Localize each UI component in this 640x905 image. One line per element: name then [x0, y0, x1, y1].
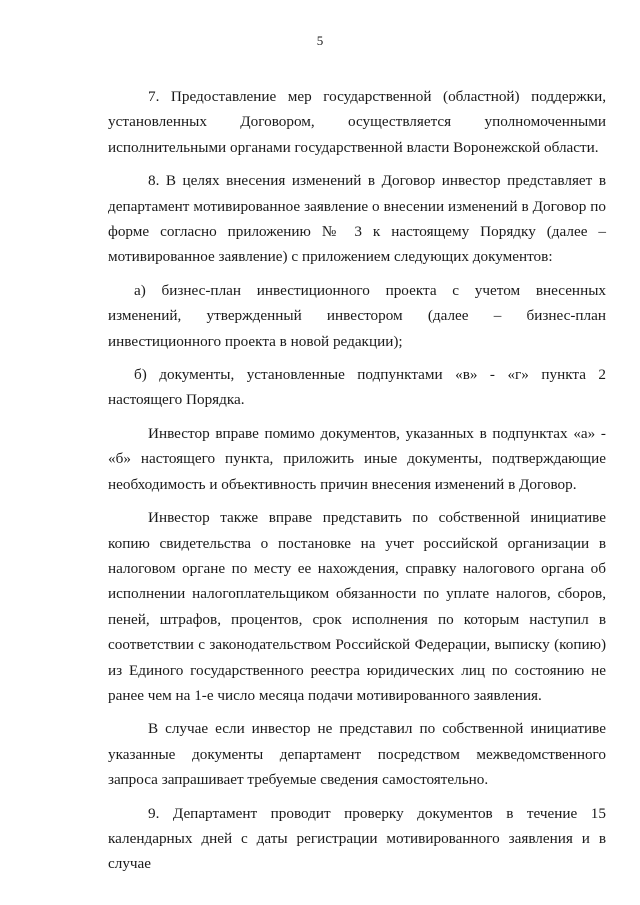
- paragraph-8-interdepartmental-request: В случае если инвестор не представил по собственной инициативе указанные документы департамент посредством межведомственного запроса запрашивает требуемые сведения самостоятельно.: [108, 720, 606, 789]
- document-body: [108, 84, 606, 877]
- paragraph-8-additional-documents: Инвестор вправе помимо документов, указанных в подпунктах «а» - «б» настоящего пункта, приложить иные документы, подтверждающие необходимость и объективность причин внесения изменений в Договор.: [108, 424, 606, 493]
- paragraph-7: 7. Предоставление мер государственной (областной) поддержки, установленных Договором, осуществляется уполномоченными исполнительными органами государственной власти Воронежской области.: [108, 88, 606, 156]
- paragraph-8-item-b: б) документы, установленные подпунктами «в» - «г» пункта 2 настоящего Порядка.: [108, 366, 606, 409]
- paragraph-8-item-a: а) бизнес-план инвестиционного проекта с учетом внесенных изменений, утвержденный инвестором (далее – бизнес-план инвестиционного проекта в новой редакции);: [108, 281, 606, 350]
- paragraph-8: 8. В целях внесения изменений в Договор инвестор представляет в департамент мотивированное заявление о внесении изменений в Договор по форме согласно приложению № 3 к настоящему Порядку (далее – мотивированное заявление) с приложением следующих документов:: [108, 172, 606, 266]
- paragraph-9: 9. Департамент проводит проверку документов в течение 15 календарных дней с даты регистрации мотивированного заявления и в случае: [108, 804, 606, 873]
- paragraph-8-own-initiative: Инвестор также вправе представить по собственной инициативе копию свидетельства о постановке на учет российской организации в налоговом органе по месту ее нахождения, справку налогового органа об исполнении налогоплательщиком обязанности по уплате налогов, сборов, пеней, штрафов, процентов, срок исполнения по которым наступил в соответствии с законодательством Российской Федерации, выписку (копию) из Единого государственного реестра юридических лиц по состоянию не ранее чем на 1-е число месяца подачи мотивированного заявления.: [108, 509, 606, 704]
- page-number: 5: [316, 33, 324, 48]
